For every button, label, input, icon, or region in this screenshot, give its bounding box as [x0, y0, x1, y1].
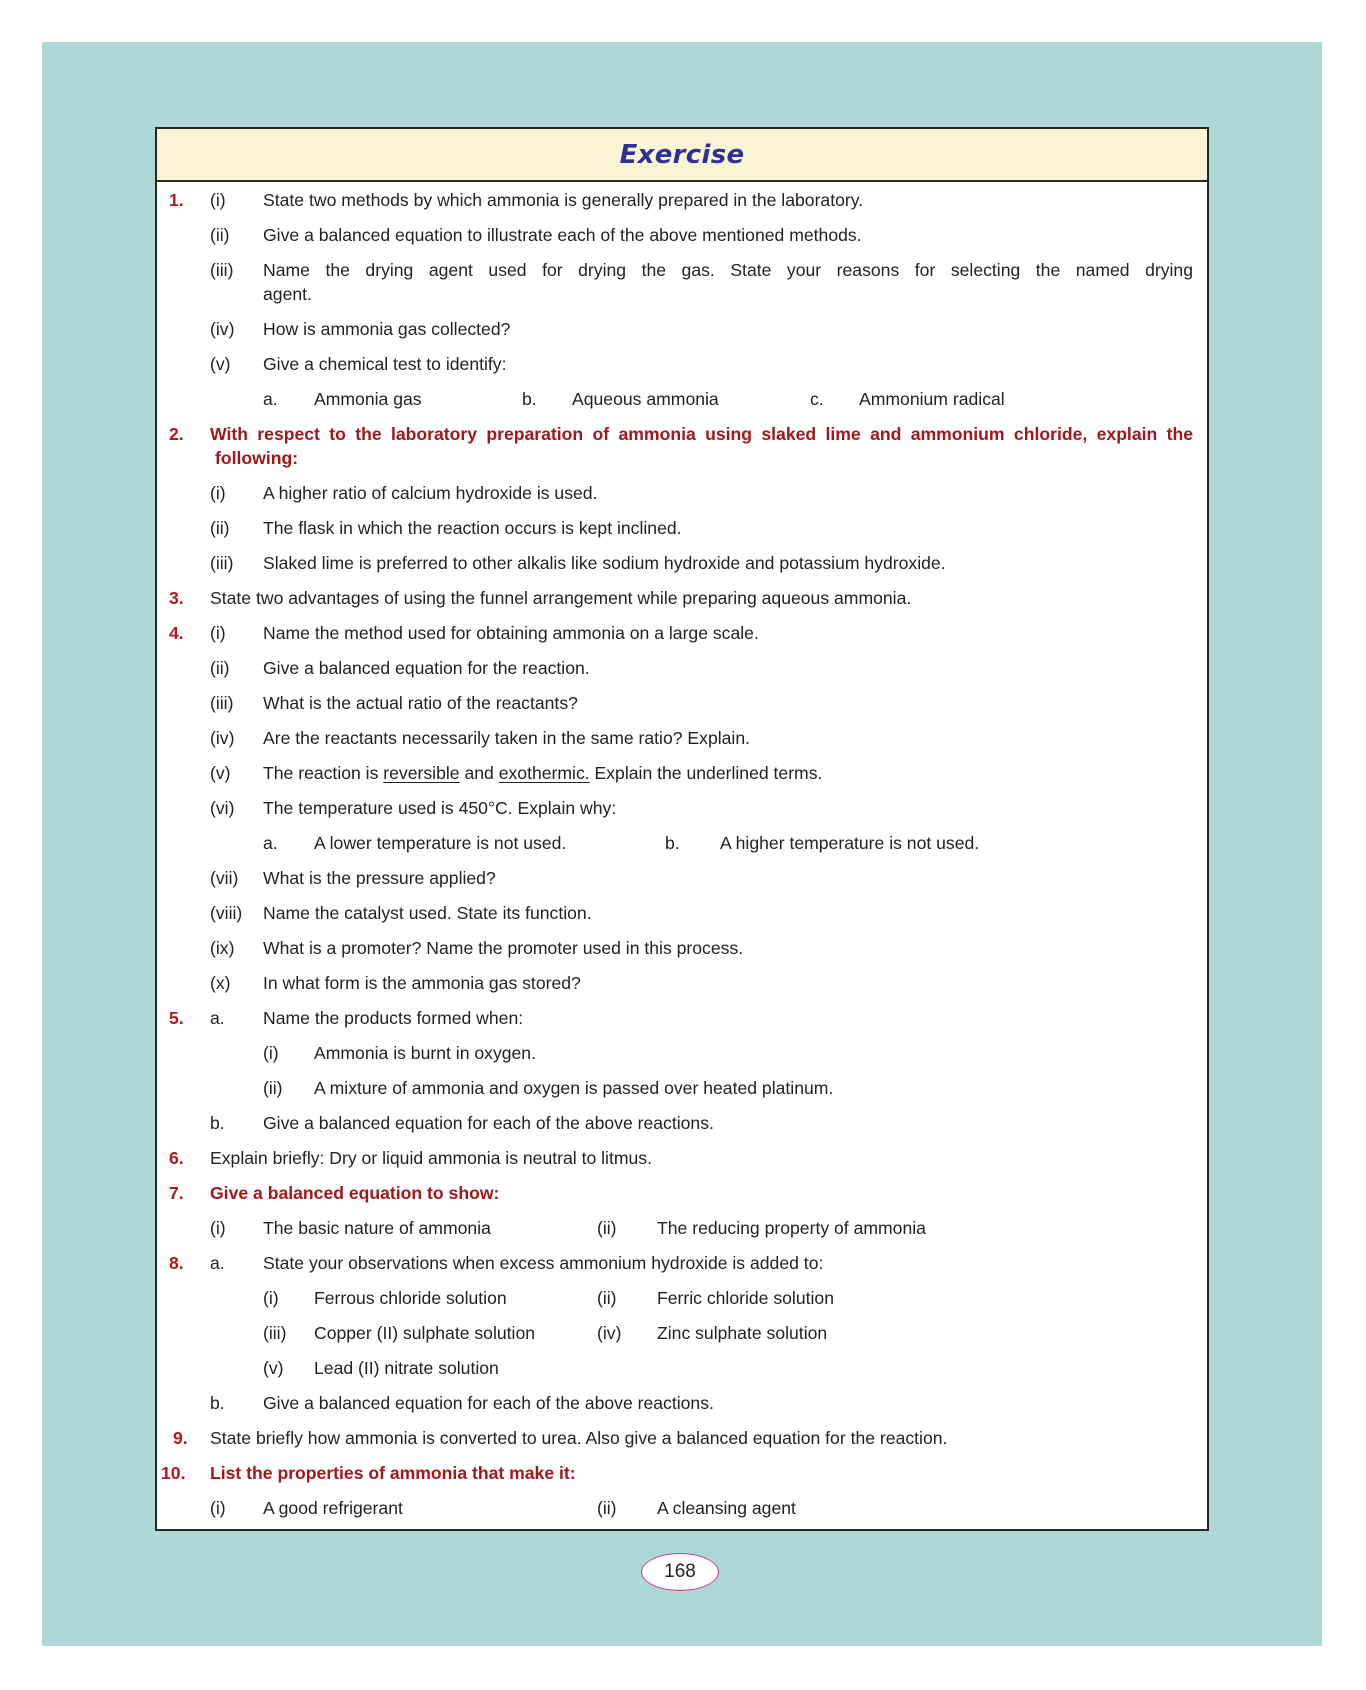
question-4-ix: [157, 936, 1207, 960]
item-text: Ammonia is burnt in oxygen.: [314, 1043, 536, 1063]
question-5-a-ii: [157, 1076, 1207, 1100]
item-text: A higher ratio of calcium hydroxide is used.: [263, 483, 598, 503]
question-number: 3.: [169, 588, 184, 608]
item-text: Name the products formed when:: [263, 1008, 524, 1028]
text-segment: and: [459, 763, 499, 783]
item-text: A good refrigerant: [263, 1498, 403, 1518]
question-text: Explain briefly: Dry or liquid ammonia is neutral to litmus.: [210, 1148, 652, 1168]
question-4-vii: [157, 866, 1207, 890]
item-text: Name the catalyst used. State its function.: [263, 903, 592, 923]
exercise-box: [155, 127, 1209, 1531]
item-label: (ii): [597, 1498, 617, 1518]
question-number: 1.: [169, 190, 184, 210]
question-8-b: [157, 1391, 1207, 1415]
item-label: (iii): [210, 693, 234, 713]
item-label: (v): [210, 763, 231, 783]
item-label: (i): [210, 190, 226, 210]
question-2-stem: [157, 422, 1207, 446]
item-label: a.: [210, 1253, 225, 1273]
item-label: (v): [210, 354, 231, 374]
item-label: (ii): [210, 225, 230, 245]
item-text: What is the actual ratio of the reactants?: [263, 693, 578, 713]
question-9: [157, 1426, 1207, 1450]
item-label: (iv): [210, 728, 235, 748]
question-1-iv: [157, 317, 1207, 341]
question-4-vi-options: [157, 831, 1207, 855]
question-number: 7.: [169, 1183, 184, 1203]
item-label: (i): [263, 1043, 279, 1063]
item-text: [263, 761, 822, 785]
item-text: Zinc sulphate solution: [657, 1323, 828, 1343]
item-text: Give a balanced equation to illustrate each of the above mentioned methods.: [263, 225, 862, 245]
question-5-a-i: [157, 1041, 1207, 1065]
exercise-title: Exercise: [619, 139, 745, 170]
question-number: 5.: [169, 1008, 184, 1028]
item-text: State two methods by which ammonia is generally prepared in the laboratory.: [263, 190, 864, 210]
item-text: Ferrous chloride solution: [314, 1288, 507, 1308]
item-label: a.: [210, 1008, 225, 1028]
item-label: (x): [210, 973, 231, 993]
exercise-header: [157, 129, 1207, 182]
option-text: Ammonia gas: [314, 389, 422, 409]
question-8-a: [157, 1251, 1207, 1275]
item-label: (viii): [210, 903, 243, 923]
question-2-iii: [157, 551, 1207, 575]
item-text: A cleansing agent: [657, 1498, 796, 1518]
item-label: b.: [210, 1113, 225, 1133]
item-text: Are the reactants necessarily taken in the same ratio? Explain.: [263, 728, 751, 748]
option-text: Aqueous ammonia: [572, 389, 719, 409]
question-1-iii-cont: [157, 282, 1207, 306]
item-label: (i): [210, 623, 226, 643]
item-label: (i): [210, 1498, 226, 1518]
item-label: (ii): [597, 1288, 617, 1308]
item-text: What is the pressure applied?: [263, 868, 496, 888]
item-text: State your observations when excess ammonium hydroxide is added to:: [263, 1253, 824, 1273]
question-4-iii: [157, 691, 1207, 715]
item-label: (iv): [597, 1323, 622, 1343]
item-text: How is ammonia gas collected?: [263, 319, 511, 339]
question-4-ii: [157, 656, 1207, 680]
item-label: (vii): [210, 868, 239, 888]
item-label: (ii): [263, 1078, 283, 1098]
underlined-term-exothermic: exothermic.: [498, 763, 590, 783]
item-text: Give a balanced equation for each of the above reactions.: [263, 1113, 714, 1133]
item-text: Give a chemical test to identify:: [263, 354, 507, 374]
item-label: (iii): [263, 1323, 287, 1343]
item-text: Give a balanced equation for each of the above reactions.: [263, 1393, 714, 1413]
question-text: With respect to the laboratory preparation of ammonia using slaked lime and ammonium chloride, explain the: [210, 424, 1193, 444]
question-7-items: [157, 1216, 1207, 1240]
question-text: Give a balanced equation to show:: [210, 1183, 500, 1203]
question-2-ii: [157, 516, 1207, 540]
item-label: (ii): [597, 1218, 617, 1238]
question-8-iii-iv: [157, 1321, 1207, 1345]
text-segment: The reaction is: [263, 763, 384, 783]
question-5-b: [157, 1111, 1207, 1135]
question-1-v-options: [157, 387, 1207, 411]
item-text: Give a balanced equation for the reaction.: [263, 658, 590, 678]
question-4-viii: [157, 901, 1207, 925]
text-segment: Explain the underlined terms.: [589, 763, 823, 783]
item-label: (iii): [210, 553, 234, 573]
item-label: (vi): [210, 798, 235, 818]
item-text: The temperature used is 450°C. Explain why:: [263, 798, 617, 818]
question-8-v: [157, 1356, 1207, 1380]
question-text: State briefly how ammonia is converted to urea. Also give a balanced equation for the reaction.: [210, 1428, 948, 1448]
question-3: [157, 586, 1207, 610]
question-6: [157, 1146, 1207, 1170]
item-label: (ii): [210, 518, 230, 538]
option-label: b.: [522, 389, 537, 409]
item-label: (i): [210, 1218, 226, 1238]
item-text: Name the method used for obtaining ammonia on a large scale.: [263, 623, 759, 643]
item-text: The flask in which the reaction occurs is kept inclined.: [263, 518, 682, 538]
question-2-i: [157, 481, 1207, 505]
item-text: Ferric chloride solution: [657, 1288, 834, 1308]
question-text: List the properties of ammonia that make it:: [210, 1463, 576, 1483]
item-label: (iii): [210, 260, 234, 280]
item-text: In what form is the ammonia gas stored?: [263, 973, 581, 993]
option-text: A lower temperature is not used.: [314, 833, 567, 853]
option-text: Ammonium radical: [859, 389, 1005, 409]
question-4-i: [157, 621, 1207, 645]
item-label: (ii): [210, 658, 230, 678]
underlined-term-reversible: reversible: [383, 763, 460, 783]
option-label: b.: [665, 833, 680, 853]
page-number: [641, 1553, 719, 1591]
question-number: 4.: [169, 623, 184, 643]
page-number-text: 168: [664, 1561, 696, 1582]
item-label: (iv): [210, 319, 235, 339]
item-text: A mixture of ammonia and oxygen is passed over heated platinum.: [314, 1078, 834, 1098]
item-text: Copper (II) sulphate solution: [314, 1323, 536, 1343]
item-label: (ix): [210, 938, 235, 958]
question-8-i-ii: [157, 1286, 1207, 1310]
item-label: (v): [263, 1358, 284, 1378]
question-4-v: [157, 761, 1207, 785]
question-4-x: [157, 971, 1207, 995]
item-label: b.: [210, 1393, 225, 1413]
item-text: What is a promoter? Name the promoter used in this process.: [263, 938, 744, 958]
question-10-items: [157, 1496, 1207, 1520]
item-text-continued: agent.: [263, 284, 312, 304]
item-label: (i): [263, 1288, 279, 1308]
item-text: Slaked lime is preferred to other alkalis like sodium hydroxide and potassium hydroxide.: [263, 553, 946, 573]
question-1-ii: [157, 223, 1207, 247]
item-text: The basic nature of ammonia: [263, 1218, 491, 1238]
question-number: 10.: [161, 1463, 186, 1483]
question-1-v: [157, 352, 1207, 376]
question-number: 8.: [169, 1253, 184, 1273]
question-1-i: [157, 188, 1207, 212]
item-text: Name the drying agent used for drying the gas. State your reasons for selecting the named drying: [263, 260, 1193, 280]
question-number: 9.: [173, 1428, 188, 1448]
question-4-iv: [157, 726, 1207, 750]
option-text: A higher temperature is not used.: [720, 833, 980, 853]
option-label: c.: [810, 389, 824, 409]
question-text-continued: following:: [215, 448, 299, 468]
question-5-a: [157, 1006, 1207, 1030]
question-2-stem-cont: [157, 446, 1207, 470]
option-label: a.: [263, 389, 278, 409]
item-text: The reducing property of ammonia: [657, 1218, 926, 1238]
item-label: (i): [210, 483, 226, 503]
option-label: a.: [263, 833, 278, 853]
item-text: Lead (II) nitrate solution: [314, 1358, 499, 1378]
question-4-vi: [157, 796, 1207, 820]
question-text: State two advantages of using the funnel arrangement while preparing aqueous ammonia.: [210, 588, 912, 608]
question-10-stem: [157, 1461, 1207, 1485]
question-7-stem: [157, 1181, 1207, 1205]
question-number: 2.: [169, 424, 184, 444]
question-1-iii: [157, 258, 1207, 282]
question-number: 6.: [169, 1148, 184, 1168]
